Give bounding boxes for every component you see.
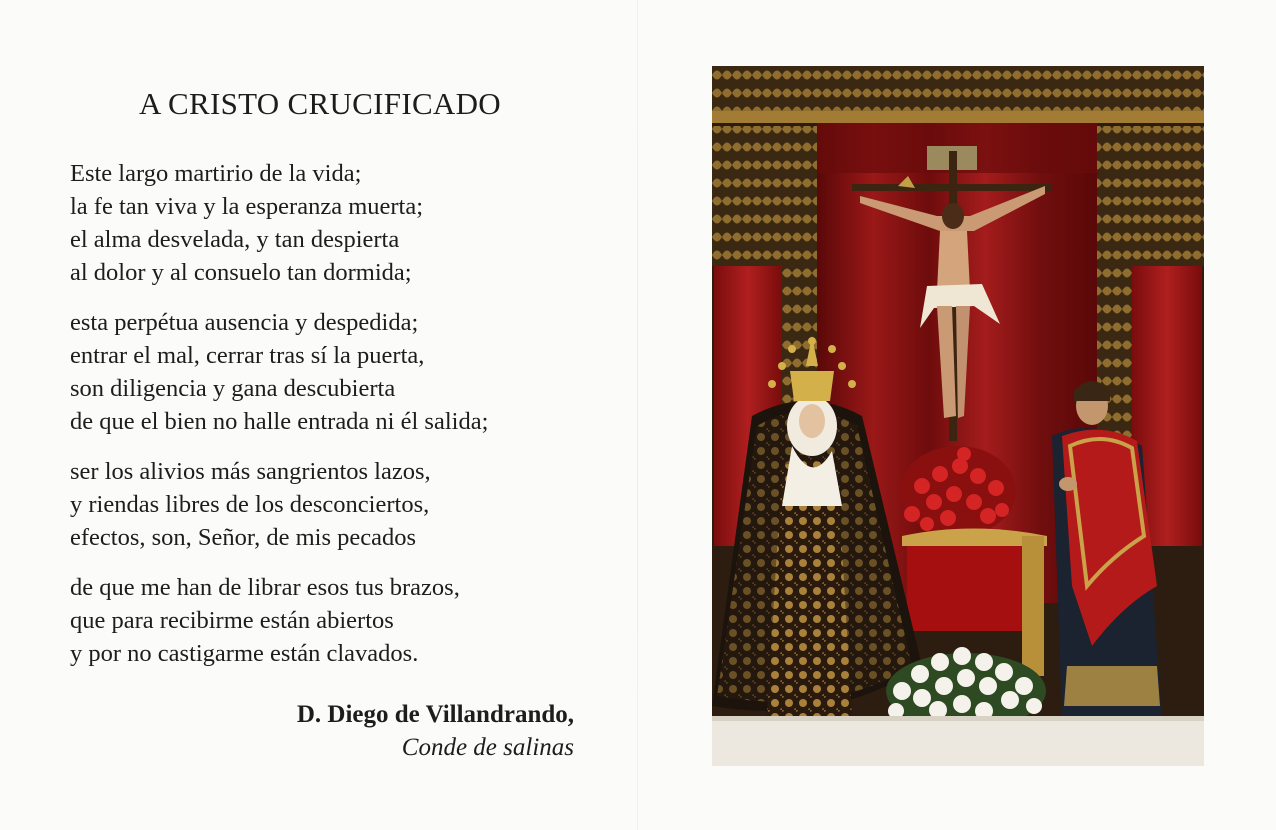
stanza-4: [70, 571, 488, 670]
stanza-1: [70, 157, 488, 289]
poem-line: al dolor y al consuelo tan dormida;: [70, 259, 412, 286]
author-signature: [297, 698, 574, 764]
poem-title: A CRISTO CRUCIFICADO: [138, 86, 501, 121]
poem-line: de que me han de librar esos tus brazos,: [70, 574, 460, 601]
poem-line: esta perpétua ausencia y despedida;: [70, 309, 419, 336]
poem-line: ser los alivios más sangrientos lazos,: [70, 458, 431, 485]
author-name: D. Diego de Villandrando,: [296, 701, 574, 728]
poem-body: [70, 157, 488, 687]
altar-photo: [712, 66, 1204, 766]
poem-line: la fe tan viva y la esperanza muerta;: [70, 193, 424, 220]
page-fold: [637, 0, 638, 830]
poem-line: y por no castigarme están clavados.: [70, 640, 419, 667]
stanza-2: [70, 306, 488, 438]
poem-line: de que el bien no halle entrada ni él salida;: [70, 408, 489, 435]
poem-line: entrar el mal, cerrar tras sí la puerta,: [70, 342, 425, 369]
poem-line: que para recibirme están abiertos: [70, 607, 394, 634]
author-title: Conde de salinas: [401, 734, 574, 761]
poem-line: y riendas libres de los desconciertos,: [70, 491, 430, 518]
poem-line: el alma desvelada, y tan despierta: [70, 226, 400, 253]
poem-line: Este largo martirio de la vida;: [70, 160, 362, 187]
red-flowers: [900, 446, 1016, 536]
poem-line: efectos, son, Señor, de mis pecados: [70, 524, 417, 551]
stanza-3: [70, 455, 488, 554]
altar-illustration: [712, 66, 1204, 766]
poem-line: son diligencia y gana descubierta: [70, 375, 396, 402]
